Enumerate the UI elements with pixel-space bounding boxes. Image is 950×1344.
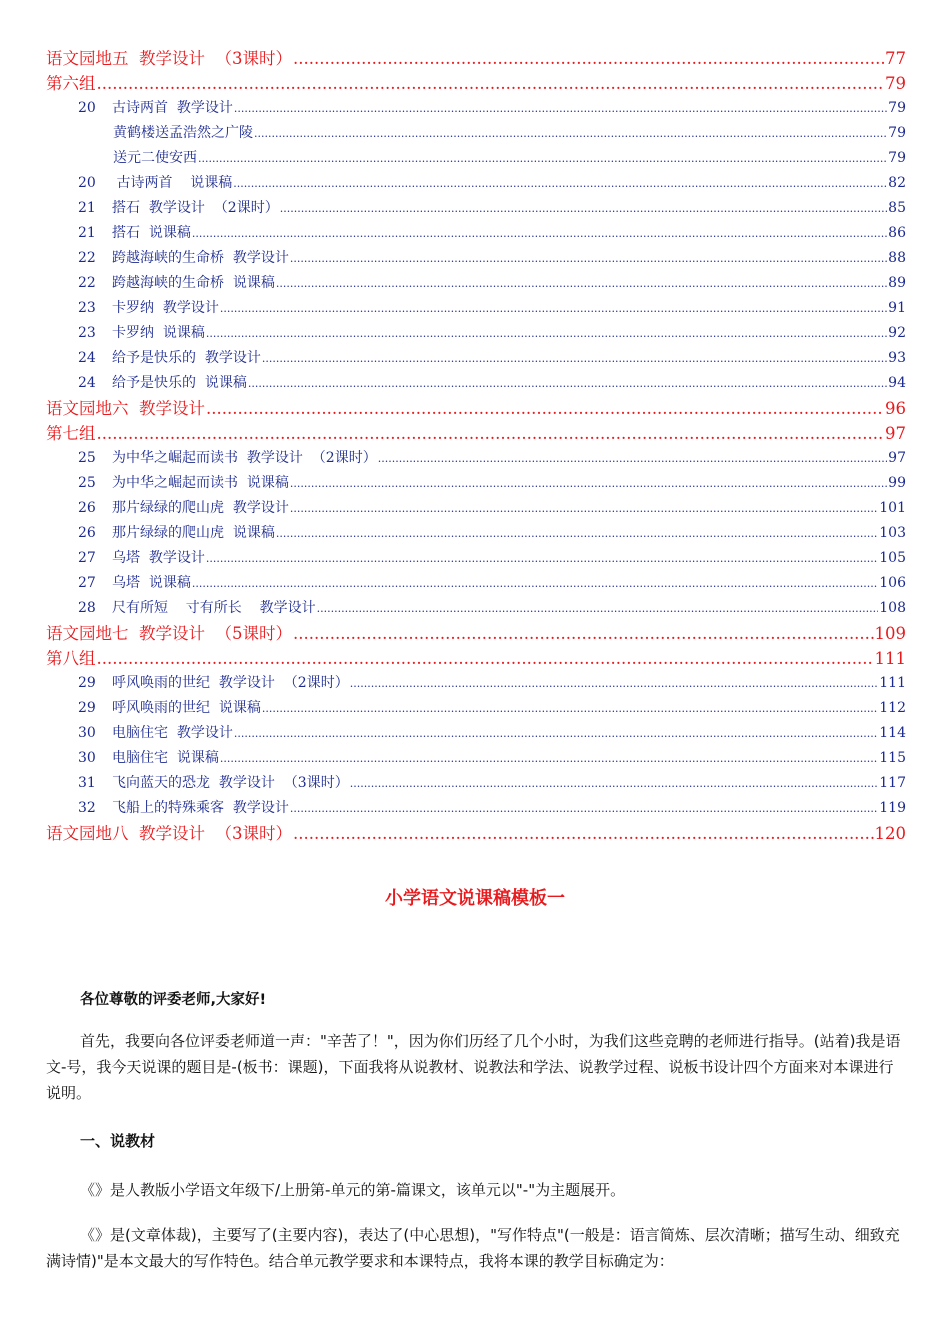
toc-entry-page: 105 xyxy=(879,550,906,566)
toc-entry-number: 26 xyxy=(78,500,96,516)
toc-entry-text: 尺有所短 寸有所长 教学设计 xyxy=(112,600,316,616)
toc-entry-label xyxy=(78,171,232,196)
toc-leader-dots xyxy=(276,521,878,546)
toc-entry[interactable] xyxy=(46,621,906,646)
toc-entry-text: 为中华之崛起而读书 教学设计 （2课时） xyxy=(112,450,377,466)
toc-entry[interactable] xyxy=(46,146,906,171)
toc-entry-page: 77 xyxy=(885,49,906,68)
toc-entry-page: 111 xyxy=(874,649,906,668)
toc-entry-label xyxy=(78,496,289,521)
toc-entry-text: 跨越海峡的生命桥 教学设计 xyxy=(112,250,289,266)
toc-entry-page: 88 xyxy=(888,250,906,266)
toc-entry-page: 117 xyxy=(879,775,906,791)
section-heading-textbook: 一、说教材 xyxy=(80,1132,156,1150)
toc-entry[interactable] xyxy=(46,446,906,471)
toc-entry-label xyxy=(78,221,191,246)
toc-leader-dots xyxy=(262,346,887,371)
toc-entry[interactable] xyxy=(46,696,906,721)
toc-entry-number: 27 xyxy=(78,575,96,591)
toc-entry-label xyxy=(46,396,205,421)
toc-entry-label xyxy=(46,821,292,846)
toc-leader-dots xyxy=(317,596,879,621)
toc-leader-dots xyxy=(276,271,887,296)
toc-entry-page: 114 xyxy=(879,725,906,741)
toc-entry-page: 79 xyxy=(888,125,906,141)
toc-entry[interactable] xyxy=(46,671,906,696)
toc-entry-number: 25 xyxy=(78,450,96,466)
greeting: 各位尊敬的评委老师,大家好! xyxy=(80,992,267,1008)
toc-entry-text: 卡罗纳 教学设计 xyxy=(112,300,219,316)
toc-entry-text: 乌塔 说课稿 xyxy=(112,575,191,591)
toc-entry-page: 97 xyxy=(888,450,906,466)
toc-entry-text: 黄鹤楼送孟浩然之广陵 xyxy=(113,125,253,141)
toc-entry-label xyxy=(113,146,197,171)
toc-entry-page: 112 xyxy=(879,700,906,716)
toc-entry-page: 79 xyxy=(885,74,906,93)
toc-leader-dots xyxy=(233,171,887,196)
toc-entry-page: 103 xyxy=(879,525,906,541)
toc-entry-page: 89 xyxy=(888,275,906,291)
toc-entry[interactable] xyxy=(46,396,906,421)
toc-entry-page: 106 xyxy=(879,575,906,591)
toc-entry-page: 94 xyxy=(888,375,906,391)
toc-entry-page: 96 xyxy=(885,399,906,418)
toc-entry-number: 21 xyxy=(78,225,96,241)
toc-entry-text: 搭石 教学设计 （2课时） xyxy=(112,200,279,216)
toc-leader-dots xyxy=(206,546,878,571)
toc-entry-label xyxy=(78,696,261,721)
toc-leader-dots xyxy=(198,146,887,171)
toc-entry-label xyxy=(78,521,275,546)
toc-entry[interactable] xyxy=(46,296,906,321)
toc-leader-dots xyxy=(350,671,879,696)
toc-entry-label xyxy=(78,196,279,221)
toc-leader-dots xyxy=(97,421,885,446)
toc-entry-page: 86 xyxy=(888,225,906,241)
toc-entry[interactable] xyxy=(46,346,906,371)
toc-entry-page: 101 xyxy=(879,500,906,516)
toc-leader-dots xyxy=(192,571,878,596)
toc-entry-label xyxy=(78,771,349,796)
toc-entry-text: 语文园地七 教学设计 （5课时） xyxy=(46,624,292,643)
toc-entry-text: 语文园地五 教学设计 （3课时） xyxy=(46,49,292,68)
toc-entry-label xyxy=(46,646,96,671)
toc-entry-page: 79 xyxy=(888,150,906,166)
toc-entry[interactable] xyxy=(46,721,906,746)
toc-entry[interactable] xyxy=(46,771,906,796)
toc-entry-text: 那片绿绿的爬山虎 说课稿 xyxy=(112,525,275,541)
toc-leader-dots xyxy=(290,471,887,496)
toc-entry[interactable] xyxy=(46,496,906,521)
toc-entry-page: 79 xyxy=(888,100,906,116)
toc-leader-dots xyxy=(220,746,878,771)
toc-entry-number: 23 xyxy=(78,325,96,341)
toc-entry-page: 111 xyxy=(879,675,906,691)
toc-entry-number: 27 xyxy=(78,550,96,566)
toc-entry[interactable] xyxy=(46,71,906,96)
toc-entry-label xyxy=(78,446,377,471)
toc-leader-dots xyxy=(290,496,878,521)
toc-entry[interactable] xyxy=(46,746,906,771)
toc-leader-dots xyxy=(206,396,884,421)
toc-entry-text: 古诗两首 说课稿 xyxy=(112,175,233,191)
toc-leader-dots xyxy=(262,696,878,721)
toc-entry-text: 给予是快乐的 说课稿 xyxy=(112,375,247,391)
toc-entry-page: 97 xyxy=(885,424,906,443)
toc-entry-text: 跨越海峡的生命桥 说课稿 xyxy=(112,275,275,291)
toc-entry-label xyxy=(78,571,191,596)
toc-entry-page: 108 xyxy=(879,600,906,616)
toc-entry-number: 25 xyxy=(78,475,96,491)
toc-entry-page: 85 xyxy=(888,200,906,216)
toc-entry-number: 28 xyxy=(78,600,96,616)
toc-entry[interactable] xyxy=(46,121,906,146)
toc-entry-text: 第八组 xyxy=(46,649,96,668)
toc-entry[interactable] xyxy=(46,471,906,496)
toc-entry-text: 卡罗纳 说课稿 xyxy=(112,325,205,341)
toc-entry-label xyxy=(78,796,289,821)
toc-entry-text: 古诗两首 教学设计 xyxy=(112,100,233,116)
paragraph-textbook-2: 《》是(文章体裁)，主要写了(主要内容)，表达了(中心思想)，"写作特点"(一般是：语言简炼、层次清晰；描写生动、细致充满诗情)"是本文最大的写作特色。结合单元教学要求和本课特点，我将本课的教学目标确定为： xyxy=(46,1226,900,1270)
toc-entry-text: 为中华之崛起而读书 说课稿 xyxy=(112,475,289,491)
toc-entry[interactable] xyxy=(46,596,906,621)
toc-entry[interactable] xyxy=(46,796,906,821)
toc-entry-page: 93 xyxy=(888,350,906,366)
toc-leader-dots xyxy=(280,196,887,221)
toc-entry-text: 送元二使安西 xyxy=(113,150,197,166)
toc-entry-text: 那片绿绿的爬山虎 教学设计 xyxy=(112,500,289,516)
toc-entry[interactable] xyxy=(46,521,906,546)
document-title: 小学语文说课稿模板一 xyxy=(385,888,565,909)
toc-entry-label xyxy=(78,271,275,296)
toc-leader-dots xyxy=(234,96,887,121)
toc-leader-dots xyxy=(290,246,887,271)
toc-entry-number: 21 xyxy=(78,200,96,216)
toc-leader-dots xyxy=(248,371,887,396)
toc-entry[interactable] xyxy=(46,171,906,196)
toc-entry-number: 20 xyxy=(78,175,96,191)
toc-entry-label xyxy=(78,96,233,121)
toc-entry[interactable] xyxy=(46,546,906,571)
toc-entry-number: 29 xyxy=(78,675,96,691)
toc-entry-label xyxy=(78,546,205,571)
toc-entry[interactable] xyxy=(46,371,906,396)
toc-entry-label xyxy=(78,471,289,496)
toc-entry[interactable] xyxy=(46,421,906,446)
toc-entry-page: 119 xyxy=(879,800,906,816)
toc-leader-dots xyxy=(254,121,887,146)
toc-entry-number: 30 xyxy=(78,725,96,741)
toc-entry-label xyxy=(78,721,233,746)
toc-entry-page: 120 xyxy=(874,824,906,843)
toc-entry-page: 115 xyxy=(879,750,906,766)
toc-entry-page: 82 xyxy=(888,175,906,191)
toc-entry[interactable] xyxy=(46,646,906,671)
toc-entry-text: 电脑住宅 说课稿 xyxy=(112,750,219,766)
toc-entry-text: 搭石 说课稿 xyxy=(112,225,191,241)
toc-leader-dots xyxy=(234,721,878,746)
toc-leader-dots xyxy=(350,771,879,796)
toc-entry-label xyxy=(78,246,289,271)
toc-entry-number: 32 xyxy=(78,800,96,816)
toc-entry-label xyxy=(46,71,96,96)
toc-entry-label xyxy=(46,621,292,646)
toc-leader-dots xyxy=(206,321,887,346)
toc-entry-text: 电脑住宅 教学设计 xyxy=(112,725,233,741)
toc-entry-label xyxy=(78,746,219,771)
toc-entry-page: 109 xyxy=(874,624,906,643)
toc-entry-label xyxy=(113,121,253,146)
toc-entry[interactable] xyxy=(46,46,906,71)
toc-entry-text: 第六组 xyxy=(46,74,96,93)
toc-entry-text: 乌塔 教学设计 xyxy=(112,550,205,566)
toc-entry-text: 呼风唤雨的世纪 说课稿 xyxy=(112,700,261,716)
toc-entry-label xyxy=(78,321,205,346)
toc-entry-number: 24 xyxy=(78,350,96,366)
toc-entry-text: 语文园地六 教学设计 xyxy=(46,399,205,418)
table-of-contents xyxy=(46,46,906,846)
toc-entry-text: 呼风唤雨的世纪 教学设计 （2课时） xyxy=(112,675,349,691)
toc-entry[interactable] xyxy=(46,196,906,221)
toc-entry-label xyxy=(46,46,292,71)
toc-entry-number: 31 xyxy=(78,775,96,791)
toc-entry-label xyxy=(78,371,247,396)
toc-entry-page: 99 xyxy=(888,475,906,491)
toc-entry[interactable] xyxy=(46,271,906,296)
toc-entry-page: 91 xyxy=(888,300,906,316)
toc-leader-dots xyxy=(378,446,887,471)
toc-entry-number: 29 xyxy=(78,700,96,716)
toc-entry-label xyxy=(78,296,219,321)
toc-entry-number: 22 xyxy=(78,250,96,266)
toc-entry-number: 26 xyxy=(78,525,96,541)
toc-entry-number: 23 xyxy=(78,300,96,316)
toc-leader-dots xyxy=(97,71,885,96)
toc-entry-text: 语文园地八 教学设计 （3课时） xyxy=(46,824,292,843)
toc-entry-page: 92 xyxy=(888,325,906,341)
toc-entry[interactable] xyxy=(46,221,906,246)
toc-entry-label xyxy=(46,421,96,446)
toc-entry[interactable] xyxy=(46,321,906,346)
toc-leader-dots xyxy=(97,646,874,671)
toc-entry-number: 20 xyxy=(78,100,96,116)
toc-entry-number: 30 xyxy=(78,750,96,766)
toc-entry[interactable] xyxy=(46,96,906,121)
toc-entry[interactable] xyxy=(46,246,906,271)
toc-entry-text: 飞向蓝天的恐龙 教学设计 （3课时） xyxy=(112,775,349,791)
toc-leader-dots xyxy=(293,621,874,646)
toc-entry-label xyxy=(78,671,349,696)
toc-entry-text: 飞船上的特殊乘客 教学设计 xyxy=(112,800,289,816)
toc-entry-number: 22 xyxy=(78,275,96,291)
toc-entry[interactable] xyxy=(46,821,906,846)
toc-leader-dots xyxy=(220,296,887,321)
paragraph-intro: 首先，我要向各位评委老师道一声："辛苦了！"，因为你们历经了几个小时，为我们这些竞聘的老师进行指导。(站着)我是语文-号，我今天说课的题目是-(板书：课题)，下面我将从说教材、说教法和学法、说教学过程、说板书设计四个方面来对本课进行说明。 xyxy=(46,1032,901,1102)
toc-leader-dots xyxy=(290,796,878,821)
toc-entry-label xyxy=(78,596,316,621)
toc-leader-dots xyxy=(293,46,884,71)
toc-leader-dots xyxy=(293,821,874,846)
toc-entry-text: 给予是快乐的 教学设计 xyxy=(112,350,261,366)
toc-entry-text: 第七组 xyxy=(46,424,96,443)
toc-entry-number: 24 xyxy=(78,375,96,391)
toc-entry-label xyxy=(78,346,261,371)
paragraph-textbook-1: 《》是人教版小学语文年级下/上册第-单元的第-篇课文，该单元以"-"为主题展开。 xyxy=(80,1181,626,1199)
toc-leader-dots xyxy=(192,221,887,246)
toc-entry[interactable] xyxy=(46,571,906,596)
